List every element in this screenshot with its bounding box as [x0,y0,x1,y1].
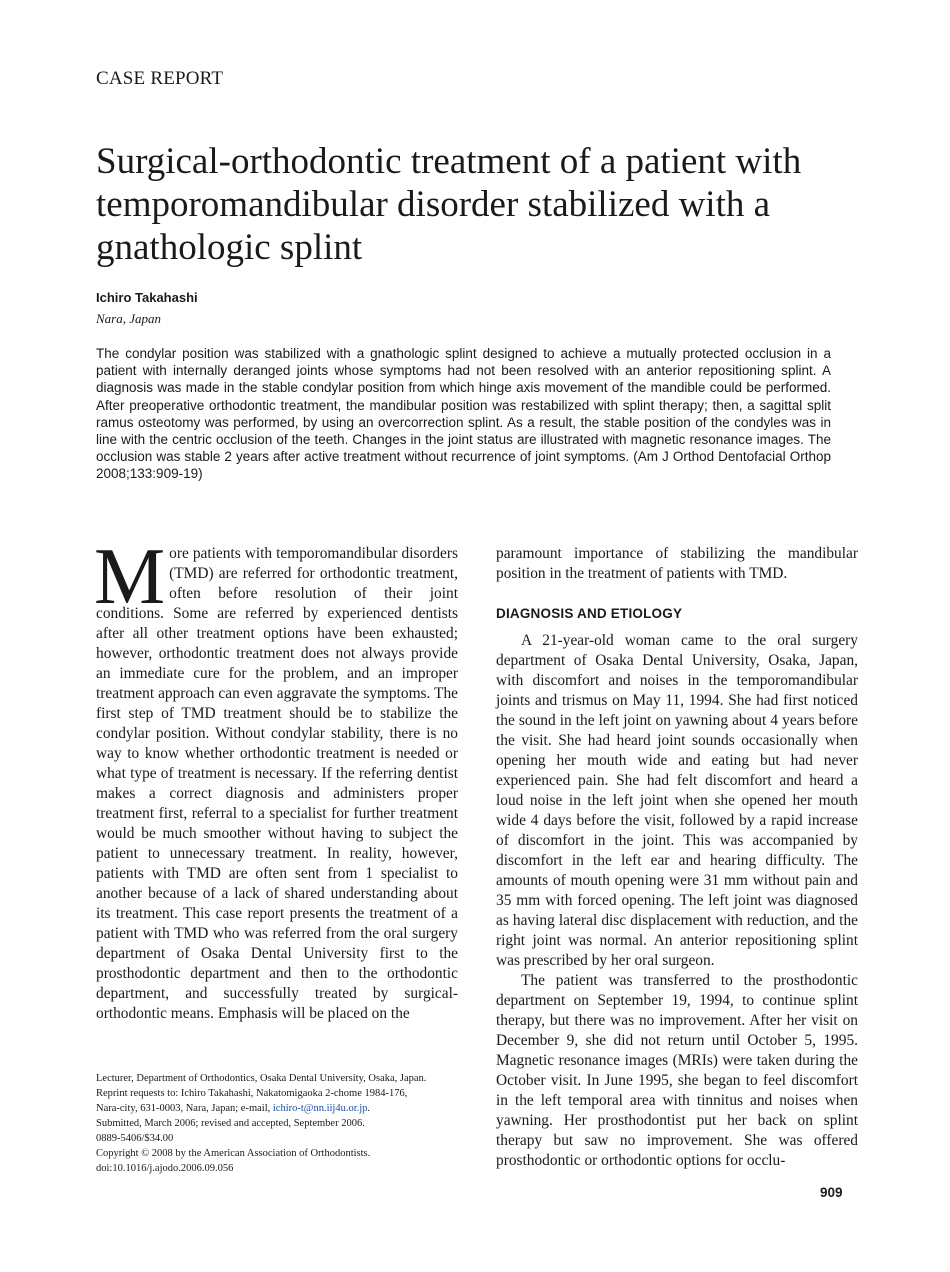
footnotes [96,1071,458,1176]
diagnosis-paragraph-1: A 21-year-old woman came to the oral surgery department of Osaka Dental University, Osaka, Japan, with discomfort and noises in the temporomandibular joints and trismus on May 11, 1994. She had first noticed the sound in the left joint on yawning about 4 years before the visit. She had heard joint sounds occasionally when opening her mouth wide and eating but had never experienced pain. She had felt discomfort and heard a loud noise in the left joint when she opened her mouth wide 4 days before the visit, followed by a rapid increase of discomfort in the joint. This was accompanied by discomfort in the left ear and hearing difficulty. The amounts of mouth opening were 31 mm without pain and 35 mm with forced opening. The left joint was diagnosed as having lateral disc displacement with reduction, and the right joint was normal. An anterior repositioning splint was prescribed by her oral surgeon. [496,632,858,969]
page-number: 909 [820,1185,843,1200]
footnote-address: Nara-city, 631-0003, Nara, Japan; e-mail, [96,1103,271,1114]
intro-paragraph [94,533,458,1024]
article-title: Surgical-orthodontic treatment of a patient with temporomandibular disorder stabilized with a gnathologic splint [96,141,802,268]
footnote-reprint-2 [96,1101,458,1116]
footnote-copyright: Copyright © 2008 by the American Association of Orthodontists. [96,1148,371,1159]
footnote-reprint-1: Reprint requests to: Ichiro Takahashi, Nakatomigaoka 2-chome 1984-176, [96,1088,408,1099]
author-affiliation: Nara, Japan [96,311,161,326]
author-name: Ichiro Takahashi [96,290,198,305]
intro-continuation: paramount importance of stabilizing the mandibular position in the treatment of patients with TMD. [496,545,858,582]
email-link[interactable]: ichiro-t@nn.iij4u.or.jp [272,1103,368,1114]
abstract: The condylar position was stabilized with a gnathologic splint designed to achieve a mutually protected occlusion in a patient with internally deranged joints whose symptoms had not been resolved with an anterior repositioning splint. A diagnosis was made in the stable condylar position from which hinge axis movement of the mandible could be performed. After preoperative orthodontic treatment, the mandibular position was restabilized with splint therapy; then, a sagittal split ramus osteotomy was performed, by using an overcorrection splint. As a result, the stable position of the condyles was in line with the centric occlusion of the teeth. Changes in the joint status are illustrated with magnetic resonance images. The occlusion was stable 2 years after active treatment without recurrence of joint symptoms. (Am J Orthod Dentofacial Orthop 2008;133:909-19) [96,346,831,482]
footnote-period: . [367,1103,371,1114]
footnote-doi: doi:10.1016/j.ajodo.2006.09.056 [96,1163,234,1174]
drop-cap: M [94,533,166,621]
intro-text: ore patients with temporomandibular disorders (TMD) are referred for orthodontic treatment, often before resolution of their joint conditions. Some are referred by experienced dentists after all other treatment options have been exhausted; however, orthodontic treatment does not always provide an immediate cure for the problem, and an improper treatment approach can even aggravate the symptoms. The first step of TMD treatment should be to stabilize the condylar position. Without condylar stability, there is no way to know whether orthodontic treatment is needed or what type of treatment is necessary. If the referring dentist makes a correct diagnosis and administers proper treatment first, referral to a specialist for further treatment would be much smoother without having to subject the patient to unnecessary treatment. In reality, however, patients with TMD are often sent from 1 specialist to another because of a lack of shared understanding about its treatment. This case report presents the treatment of a patient with TMD who was referred from the oral surgery department of Osaka Dental University first to the prosthodontic department and then to the orthodontic department, and successfully treated by surgical-orthodontic means. Emphasis will be placed on the [96,545,458,1022]
footnote-issn: 0889-5406/$34.00 [96,1133,174,1144]
left-column [94,533,458,1024]
section-label: CASE REPORT [96,68,224,89]
section-heading: DIAGNOSIS AND ETIOLOGY [496,606,683,621]
right-column [496,544,858,1171]
diagnosis-paragraph-2: The patient was transferred to the prosthodontic department on September 19, 1994, to continue splint therapy, but there was no improvement. After her visit on December 9, she did not return until October 5, 1995. Magnetic resonance images (MRIs) were taken during the October visit. In June 1995, she began to feel discomfort in the left temporal area with tinnitus and noises when yawning. Her prosthodontist put her back on splint therapy but saw no improvement. She was offered prosthodontic or orthodontic options for occlu- [496,972,858,1169]
footnote-affiliation: Lecturer, Department of Orthodontics, Osaka Dental University, Osaka, Japan. [96,1073,427,1084]
footnote-submitted: Submitted, March 2006; revised and accepted, September 2006. [96,1118,365,1129]
